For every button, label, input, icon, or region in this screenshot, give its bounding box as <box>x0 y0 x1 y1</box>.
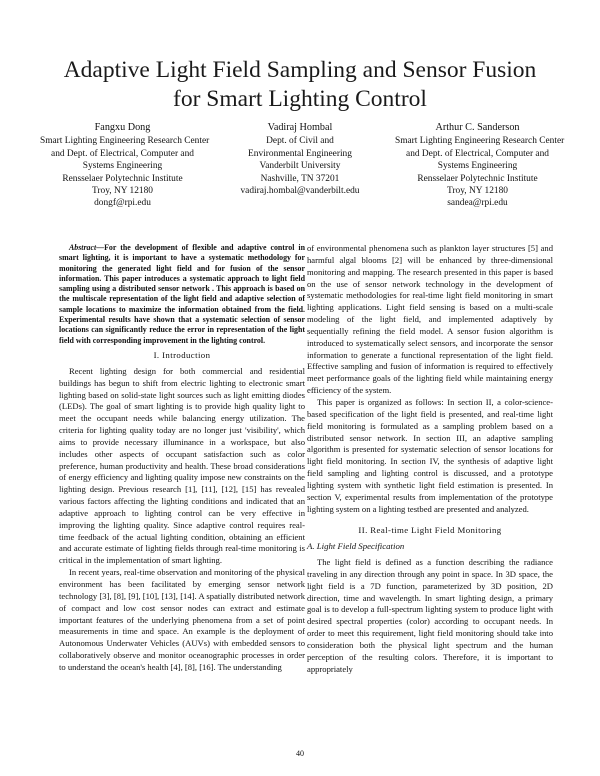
author-affiliation-line: Dept. of Civil and <box>266 136 334 147</box>
abstract-text: —For the development of flexible and adaptive control in smart lighting, it is important to have a systematic methodology for monitoring the generated light field and for fusion of the sensor information. This paper introduces a systematic approach to light field sampling using a distributed sensor network . This approach is based on the multiscale representation of the light field and adaptive selection of sample locations to maximize the information obtained from the field. Experimental results have shown that a systematic selection of sensor locations can significantly reduce the error in representation of the light field with corresponding improvement in the lighting control. <box>59 243 305 345</box>
title-line-2: for Smart Lighting Control <box>173 86 427 112</box>
author-name: Vadiraj Hombal <box>267 122 333 133</box>
author-affiliation-line: Rensselaer Polytechnic Institute <box>417 173 538 184</box>
author-3 <box>395 122 565 210</box>
subsection-heading-light-field-spec: A. Light Field Specification <box>307 541 405 552</box>
author-affiliation-line: Smart Lighting Engineering Research Center <box>395 136 565 147</box>
paper-title <box>30 56 570 114</box>
author-affiliation-line: Rensselaer Polytechnic Institute <box>62 173 183 184</box>
author-email: dongf@rpi.edu <box>94 198 151 209</box>
author-email: vadiraj.hombal@vanderbilt.edu <box>240 186 360 197</box>
author-name: Arthur C. Sanderson <box>435 122 520 133</box>
author-affiliation-line: and Dept. of Electrical, Computer and <box>406 148 549 159</box>
body-paragraph: The light field is defined as a function describing the radiance traveling in any direction through any point in space. In 3D space, the light field is a 7D function, parameterized by 3D position, 2D direction, time and wavelength. In smart lighting design, a primary goal is to develop a full-spectrum lighting system to produce light with desired spectral properties (color) according to occupant needs. In order to meet this requirement, light field monitoring should take into consideration both the physical light spectrum and the human perception of the resulting colors. Therefore, it is important to appropriately <box>307 557 553 674</box>
author-affiliation-line: Smart Lighting Engineering Research Center <box>40 136 210 147</box>
author-affiliation-line: Nashville, TN 37201 <box>260 173 340 184</box>
author-2 <box>218 122 383 210</box>
author-email: sandea@rpi.edu <box>447 198 508 209</box>
page-number: 40 <box>296 749 304 758</box>
author-affiliation-line: Environmental Engineering <box>248 148 352 159</box>
body-paragraph: of environmental phenomena such as plankton layer structures [5] and harmful algal blooms [2] will be enhanced by three-dimensional monitoring and mapping. The research presented in this paper is based on the use of sensor network technology in the development of systematic methodologies for real-time light field monitoring in smart lighting applications. Light field sensing is based on a multi-scale modeling of the light field, and implemented adaptively by sequentially refining the field model. A sensor fusion algorithm is introduced to systematically select sensors, and incorporate the sensor information to generate a functional representation of the light field. Effective sampling and fusion of information is required to effectively meet performance goals of the lighting field while maintaining energy efficiency of the system. <box>307 243 553 396</box>
title-line-1: Adaptive Light Field Sampling and Sensor Fusion <box>63 57 537 83</box>
body-paragraph: This paper is organized as follows: In section II, a color-science-based specification of the light field is presented, and real-time light field monitoring is formulated as a sampling problem based on a distributed sensor network. In section III, an adaptive sampling algorithm is presented for systematic selection of sensor locations for light field monitoring. In section IV, the synthesis of adaptive light field sampling and lighting control is discussed, and a prototype lighting system with synthetic light field estimation is presented. In section V, experimental results from implementation of the prototype lighting system on a lighting testbed are presented and analyzed. <box>307 396 553 514</box>
right-column <box>307 243 553 676</box>
author-affiliation-line: Vanderbilt University <box>259 161 341 172</box>
author-affiliation-line: Systems Engineering <box>437 161 518 172</box>
author-affiliation-line: Systems Engineering <box>82 161 163 172</box>
left-column <box>59 243 305 674</box>
body-paragraph: Recent lighting design for both commercial and residential buildings has begun to shift from electric lighting to electronic smart lighting based on solid-state light sources such as light emitting diodes (LEDs). The goal of smart lighting is to provide high quality light to meet the occupant needs while balancing energy utilization. The criteria for lighting quality today are no longer just 'visibility', which aims to provide necessary illuminance in a workspace, but also includes other aspects of occupant satisfaction such as color preference, human productivity and health. These broad considerations of energy efficiency and lighting quality impose new constraints on the lighting design. Previous research [1], [11], [12], [15] has revealed various factors affecting the lighting conditions and indicated that an adaptive approach to lighting control can be very effective in improving the lighting quality. Since adaptive control requires real-time feedback of the actual lighting condition, obtaining an efficient and accurate estimate of lighting fields through real-time monitoring is critical in the implementation of smart lighting. <box>59 365 305 566</box>
section-spacer <box>307 515 553 521</box>
author-block <box>40 122 565 210</box>
body-paragraph: In recent years, real-time observation and monitoring of the physical environment has been facilitated by emerging sensor network technology [3], [8], [9], [10], [13], [14]. A spatially distributed network of compact and low cost sensor nodes can extract and estimate important features of the underlying phenomena from a set of point measurements in time and space. An example is the deployment of Autonomous Underwater Vehicles (AUVs) with embedded sensors to collaboratively observe and monitor oceanographic processes in order to understand the ocean's health [4], [8], [16]. The understanding <box>59 567 305 672</box>
abstract <box>59 243 305 346</box>
author-1 <box>40 122 210 210</box>
author-affiliation-line: Troy, NY 12180 <box>447 186 508 197</box>
author-affiliation-line: Troy, NY 12180 <box>92 186 153 197</box>
section-heading-introduction: I. Introduction <box>153 349 211 360</box>
section-heading-monitoring: II. Real-time Light Field Monitoring <box>358 525 502 536</box>
author-name: Fangxu Dong <box>94 122 151 133</box>
abstract-label: Abstract <box>69 243 97 252</box>
author-affiliation-line: and Dept. of Electrical, Computer and <box>51 148 194 159</box>
